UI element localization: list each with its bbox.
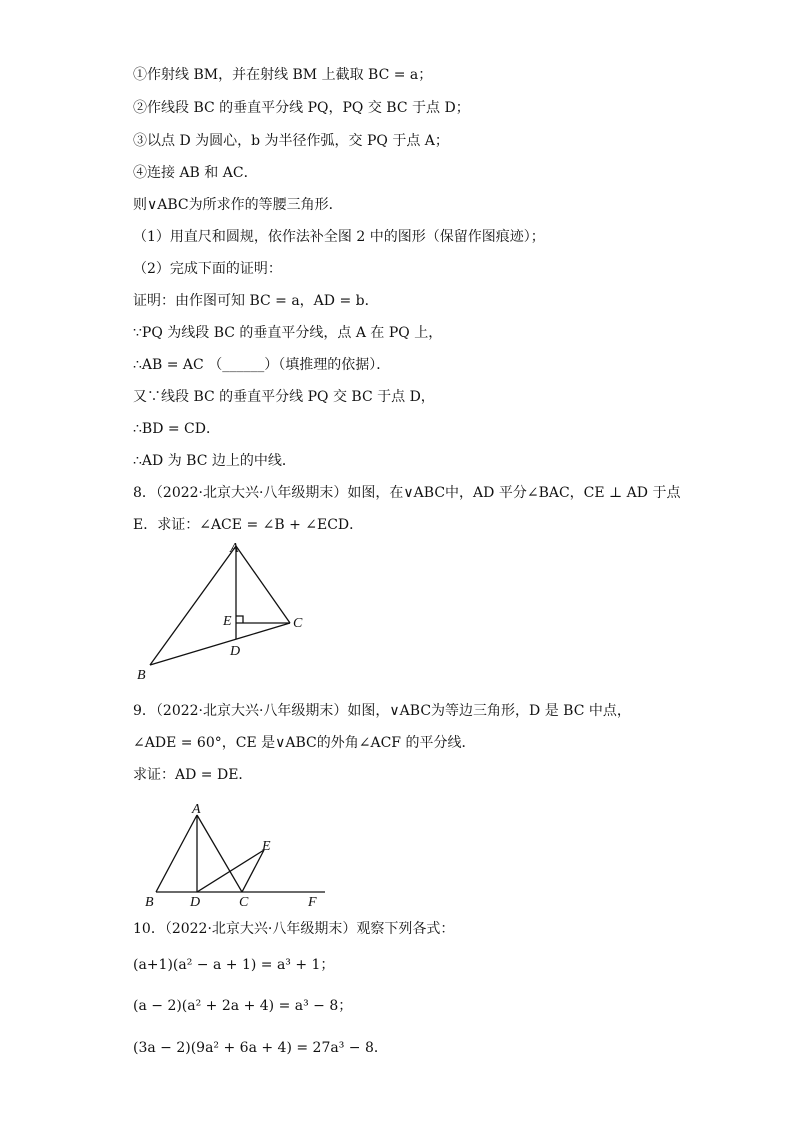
q9-line-3: 求证：AD = DE． [133, 767, 253, 783]
q9-line-2: ∠ADE = 60°，CE 是∨ABC的外角∠ACF 的平分线． [133, 735, 476, 751]
proof-line-6: ∴AD 为 BC 边上的中线． [133, 453, 296, 469]
proof-line-2: ∵PQ 为线段 BC 的垂直平分线，点 A 在 PQ 上， [133, 325, 443, 341]
step-4: ④连接 AB 和 AC． [133, 165, 258, 181]
q9-label-F: F [308, 895, 317, 910]
q8-line-1: 8．（2022·北京大兴·八年级期末）如图，在∨ABC中，AD 平分∠BAC，CE ⊥ AD 于点 [133, 485, 681, 501]
q8-label-A: A [230, 541, 239, 556]
q9-label-E: E [262, 839, 271, 854]
q9-figure [140, 795, 340, 910]
step-2: ②作线段 BC 的垂直平分线 PQ，PQ 交 BC 于点 D； [133, 100, 470, 116]
proof-line-5: ∴BD = CD． [133, 421, 220, 437]
q10-equation-1: (a+1)(a² − a + 1) = a³ + 1； [133, 957, 335, 973]
q9-label-B: B [145, 895, 154, 910]
q8-label-D: D [230, 644, 241, 659]
task-1: （1）用直尺和圆规，依作法补全图 2 中的图形（保留作图痕迹）； [133, 229, 545, 245]
q10-equation-3: (3a − 2)(9a² + 6a + 4) = 27a³ − 8． [133, 1040, 388, 1056]
q9-label-D: D [190, 895, 201, 910]
q8-label-C: C [293, 616, 303, 631]
q10-equation-2: (a − 2)(a² + 2a + 4) = a³ − 8； [133, 998, 353, 1014]
q8-line-2: E．求证：∠ACE = ∠B + ∠ECD． [133, 517, 364, 533]
step-1: ①作射线 BM，并在射线 BM 上截取 BC = a； [133, 67, 433, 83]
q8-label-E: E [223, 614, 232, 629]
q9-line-1: 9．（2022·北京大兴·八年级期末）如图，∨ABC为等边三角形，D 是 BC 中点， [133, 703, 631, 719]
q9-label-C: C [239, 895, 249, 910]
q8-label-B: B [137, 668, 146, 683]
task-2: （2）完成下面的证明： [133, 261, 282, 277]
proof-line-4: 又∵线段 BC 的垂直平分线 PQ 交 BC 于点 D， [133, 389, 435, 405]
construction-conclusion: 则∨ABC为所求作的等腰三角形． [133, 197, 343, 213]
proof-line-3: ∴AB = AC （______）（填推理的依据）． [133, 357, 391, 373]
step-3: ③以点 D 为圆心，b 为半径作弧，交 PQ 于点 A； [133, 133, 449, 149]
q9-label-A: A [192, 802, 201, 817]
proof-line-1: 证明：由作图可知 BC = a，AD = b． [133, 293, 379, 309]
q10-line-1: 10．（2022·北京大兴·八年级期末）观察下列各式： [133, 921, 455, 937]
q8-figure [130, 535, 320, 685]
